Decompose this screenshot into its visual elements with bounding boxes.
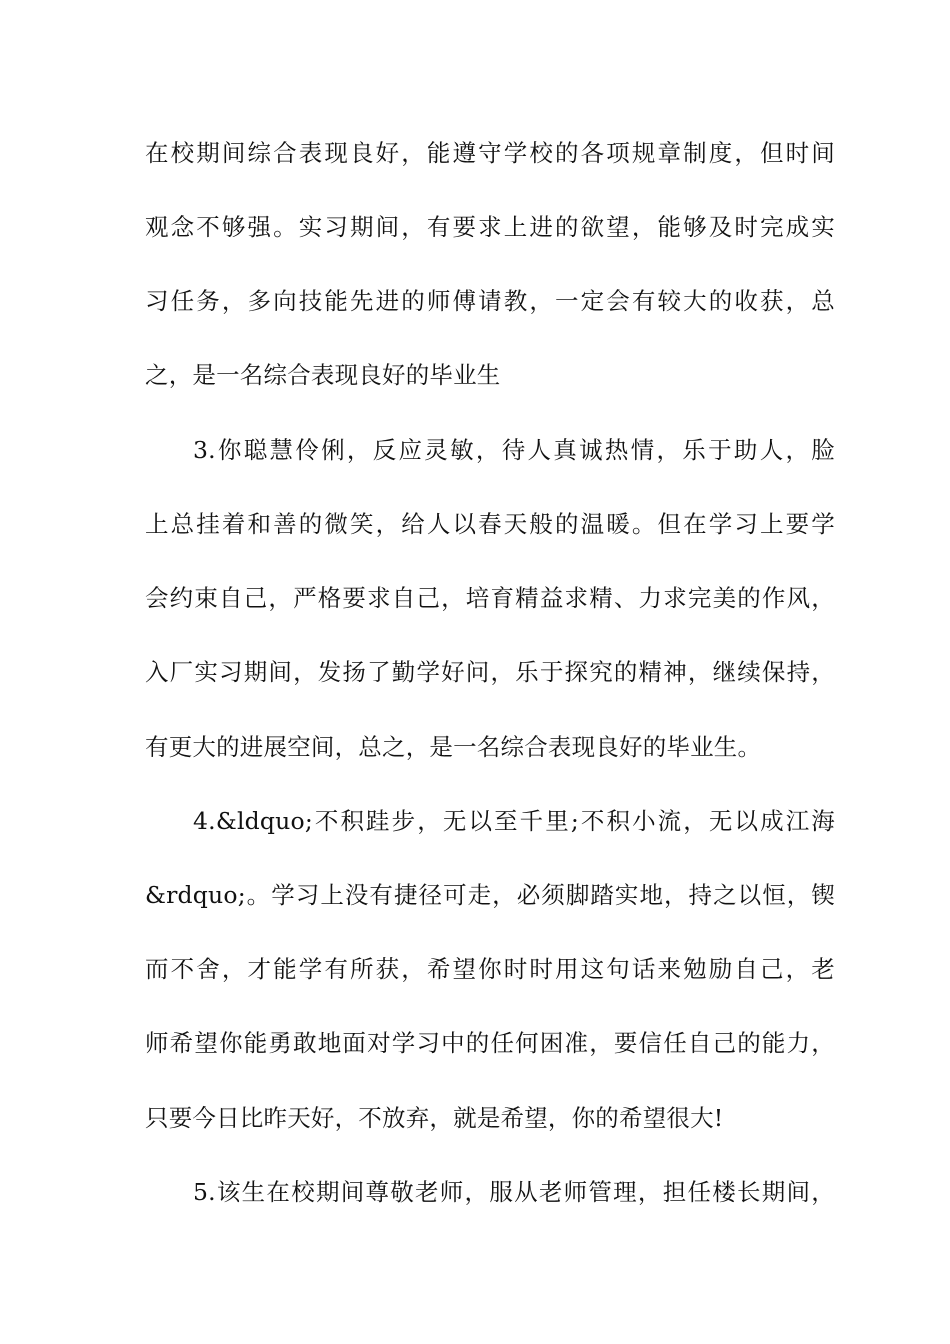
paragraph-line: 师希望你能勇敢地面对学习中的任何困准，要信任自己的能力， bbox=[145, 1029, 835, 1057]
paragraph-line: 4.&ldquo;不积跬步，无以至千里;不积小流，无以成江海 bbox=[193, 807, 835, 835]
paragraph-line: 在校期间综合表现良好，能遵守学校的各项规章制度，但时间 bbox=[145, 139, 835, 167]
paragraph-line: 习任务，多向技能先进的师傅请教，一定会有较大的收获，总 bbox=[145, 287, 835, 315]
paragraph-line: 入厂实习期间，发扬了勤学好问，乐于探究的精神，继续保持， bbox=[145, 658, 835, 686]
paragraph-line: &rdquo;。学习上没有捷径可走，必须脚踏实地，持之以恒，锲 bbox=[145, 881, 835, 909]
paragraph-line: 3.你聪慧伶俐，反应灵敏，待人真诚热情，乐于助人，脸 bbox=[193, 436, 835, 464]
paragraph-line: 会约束自己，严格要求自己，培育精益求精、力求完美的作风， bbox=[145, 584, 835, 612]
paragraph-line: 5.该生在校期间尊敬老师，服从老师管理，担任楼长期间， bbox=[193, 1178, 835, 1206]
paragraph-line: 之，是一名综合表现良好的毕业生 bbox=[145, 361, 501, 389]
paragraph-line: 观念不够强。实习期间，有要求上进的欲望，能够及时完成实 bbox=[145, 213, 835, 241]
paragraph-line: 而不舍，才能学有所获，希望你时时用这句话来勉励自己，老 bbox=[145, 955, 835, 983]
paragraph-line: 上总挂着和善的微笑，给人以春天般的温暖。但在学习上要学 bbox=[145, 510, 835, 538]
paragraph-line: 只要今日比昨天好，不放弃，就是希望，你的希望很大! bbox=[145, 1104, 724, 1132]
paragraph-line: 有更大的进展空间，总之，是一名综合表现良好的毕业生。 bbox=[145, 733, 762, 761]
